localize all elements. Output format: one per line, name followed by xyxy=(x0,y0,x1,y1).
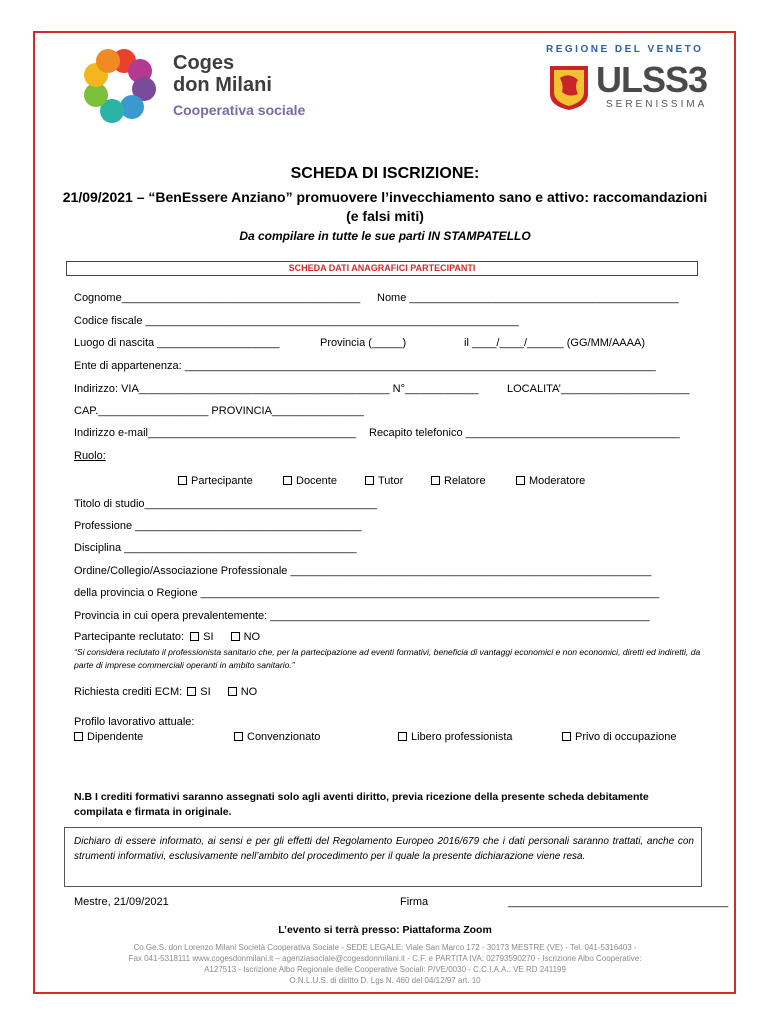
ruolo-label-text: Tutor xyxy=(378,475,404,487)
section-title: SCHEDA DATI ANAGRAFICI PARTECIPANTI xyxy=(66,261,698,276)
ruolo-docente[interactable] xyxy=(283,475,337,487)
profilo-label-text: Convenzionato xyxy=(247,731,321,743)
email-field[interactable]: Indirizzo e-mail__________________________________ xyxy=(74,427,356,439)
checkbox-icon[interactable] xyxy=(562,732,571,741)
fill-instruction: Da compilare in tutte le sue parti IN STAMPATELLO xyxy=(239,229,531,243)
checkbox-icon[interactable] xyxy=(398,732,407,741)
ruolo-label-text: Docente xyxy=(296,475,337,487)
profilo-label: Profilo lavorativo attuale: xyxy=(74,716,195,728)
ulss-logo-text: ULSS3 xyxy=(596,59,708,100)
checkbox-icon[interactable] xyxy=(283,476,292,485)
coges-name-line1: Coges xyxy=(173,52,235,74)
data-nascita-field[interactable]: il ____/____/______ (GG/MM/AAAA) xyxy=(464,337,645,349)
reclutato-no-label: NO xyxy=(243,631,261,643)
checkbox-icon[interactable] xyxy=(178,476,187,485)
form-title: SCHEDA DI ISCRIZIONE: xyxy=(290,165,480,182)
footer-line1: Co.Ge.S. don Lorenzo Milani Società Cooperativa Sociale - SEDE LEGALE: Viale San Marco 172 - 30173 MESTRE (VE) - Tel. 041-5316403 - xyxy=(133,943,637,952)
ulss-subtitle: SERENISSIMA xyxy=(606,99,708,110)
recapito-field[interactable]: Recapito telefonico ___________________________________ xyxy=(369,427,680,439)
ruolo-label-text: Partecipante xyxy=(191,475,253,487)
crediti-si-checkbox[interactable] xyxy=(187,687,196,696)
professione-field[interactable]: Professione _____________________________________ xyxy=(74,520,362,532)
crediti-row xyxy=(74,686,257,698)
coges-wordmark xyxy=(173,52,305,118)
event-subtitle: 21/09/2021 – “BenEssere Anziano” promuovere l’invecchiamento sano e attivo: raccomandazioni (e falsi miti) xyxy=(62,189,708,224)
ruolo-moderatore[interactable] xyxy=(516,475,585,487)
provincia-nascita-field[interactable]: Provincia (_____) xyxy=(320,337,407,349)
reclutato-label: Partecipante reclutato: xyxy=(74,631,185,643)
reclutato-row xyxy=(74,631,260,643)
ruolo-tutor[interactable] xyxy=(365,475,403,487)
crediti-si-label: SI xyxy=(200,686,211,698)
codice-fiscale-field[interactable]: Codice fiscale _____________________________________________________________ xyxy=(74,315,519,327)
indirizzo-field[interactable]: Indirizzo: VIA_________________________________________ N°____________ xyxy=(74,383,479,395)
ruolo-relatore[interactable] xyxy=(431,475,486,487)
cap-provincia-field[interactable]: CAP.__________________ PROVINCIA_______________ xyxy=(74,405,364,417)
lion-shield-icon xyxy=(548,64,590,112)
profilo-label-text: Dipendente xyxy=(87,731,144,743)
checkbox-icon[interactable] xyxy=(365,476,374,485)
disciplina-field[interactable]: Disciplina ______________________________________ xyxy=(74,542,357,554)
nome-field[interactable]: Nome ____________________________________________ xyxy=(377,292,679,304)
crediti-no-checkbox[interactable] xyxy=(228,687,237,696)
footer-line2: Fax 041-5318111 www.cogesdonmilani.it – agenziasociale@cogesdonmilani.it - C.F. e PARTITA IVA: 02793590270 - Iscrizione Albo Cooperative: xyxy=(128,954,642,963)
crediti-label: Richiesta crediti ECM: xyxy=(74,686,183,698)
footer-line4: O.N.L.U.S. di diritto D. Lgs N. 460 del 04/12/97 art. 10 xyxy=(289,976,481,985)
coges-name-line2: don Milani xyxy=(173,74,272,96)
ruolo-label: Ruolo: xyxy=(74,450,106,462)
provincia-regione-field[interactable]: della provincia o Regione ___________________________________________________________________________ xyxy=(74,587,660,599)
nb-note: N.B I crediti formativi saranno assegnati solo agli aventi diritto, previa ricezione della presente scheda debitamente compilata e firmata in originale. xyxy=(74,791,649,818)
cognome-field[interactable]: Cognome_______________________________________ xyxy=(74,292,361,304)
firma-line[interactable]: ____________________________________ xyxy=(508,896,729,908)
reclutato-no-checkbox[interactable] xyxy=(231,632,240,641)
ordine-field[interactable]: Ordine/Collegio/Associazione Professionale ___________________________________________________________ xyxy=(74,565,652,577)
reclutato-si-checkbox[interactable] xyxy=(190,632,199,641)
footer-line3: A127513 - Iscrizione Albo Regionale delle Cooperative Sociali: P/VE/0030 - C.C.I.A.A.: VE RD 241199 xyxy=(204,965,566,974)
profilo-privo[interactable] xyxy=(562,731,677,743)
firma-label: Firma xyxy=(400,896,429,908)
profilo-label-text: Libero professionista xyxy=(411,731,513,743)
profilo-label-text: Privo di occupazione xyxy=(575,731,677,743)
event-location: L’evento si terrà presso: Piattaforma Zoom xyxy=(278,924,492,936)
profilo-convenzionato[interactable] xyxy=(234,731,320,743)
crediti-no-label: NO xyxy=(240,686,258,698)
reclutato-si-label: SI xyxy=(203,631,214,643)
ruolo-partecipante[interactable] xyxy=(178,475,253,487)
coges-name-line3: Cooperativa sociale xyxy=(173,102,306,118)
titolo-studio-field[interactable]: Titolo di studio______________________________________ xyxy=(74,498,377,510)
coges-logo xyxy=(80,47,168,127)
luogo-nascita-field[interactable]: Luogo di nascita ____________________ xyxy=(74,337,280,349)
checkbox-icon[interactable] xyxy=(234,732,243,741)
checkbox-icon[interactable] xyxy=(516,476,525,485)
declaration-text: Dichiaro di essere informato, ai sensi e per gli effetti del Regolamento Europeo 2016/679 che i dati personali saranno trattati, anche con strumenti informativi, esclusivamente nell’ambito del procedimento per il quale la presente dichiarazione viene resa. xyxy=(74,836,694,862)
checkbox-icon[interactable] xyxy=(431,476,440,485)
ruolo-label-text: Relatore xyxy=(444,475,486,487)
profilo-dipendente[interactable] xyxy=(74,731,143,743)
profilo-libero[interactable] xyxy=(398,731,513,743)
checkbox-icon[interactable] xyxy=(74,732,83,741)
reclutato-note: “Si considera reclutato il professionista sanitario che, per la partecipazione ad eventi formativi, beneficia di vantaggi economici e non economici, diretti ed indiretti, da parte di imprese commerciali operanti in ambito sanitario.” xyxy=(74,647,701,670)
ente-field[interactable]: Ente di appartenenza: _____________________________________________________________________________ xyxy=(74,360,656,372)
ruolo-label-text: Moderatore xyxy=(529,475,586,487)
regione-veneto-label: REGIONE DEL VENETO xyxy=(546,44,704,55)
localita-field[interactable]: LOCALITA’_____________________ xyxy=(507,383,690,395)
provincia-opera-field[interactable]: Provincia in cui opera prevalentemente: ______________________________________________________________ xyxy=(74,610,650,622)
place-date: Mestre, 21/09/2021 xyxy=(74,896,169,908)
